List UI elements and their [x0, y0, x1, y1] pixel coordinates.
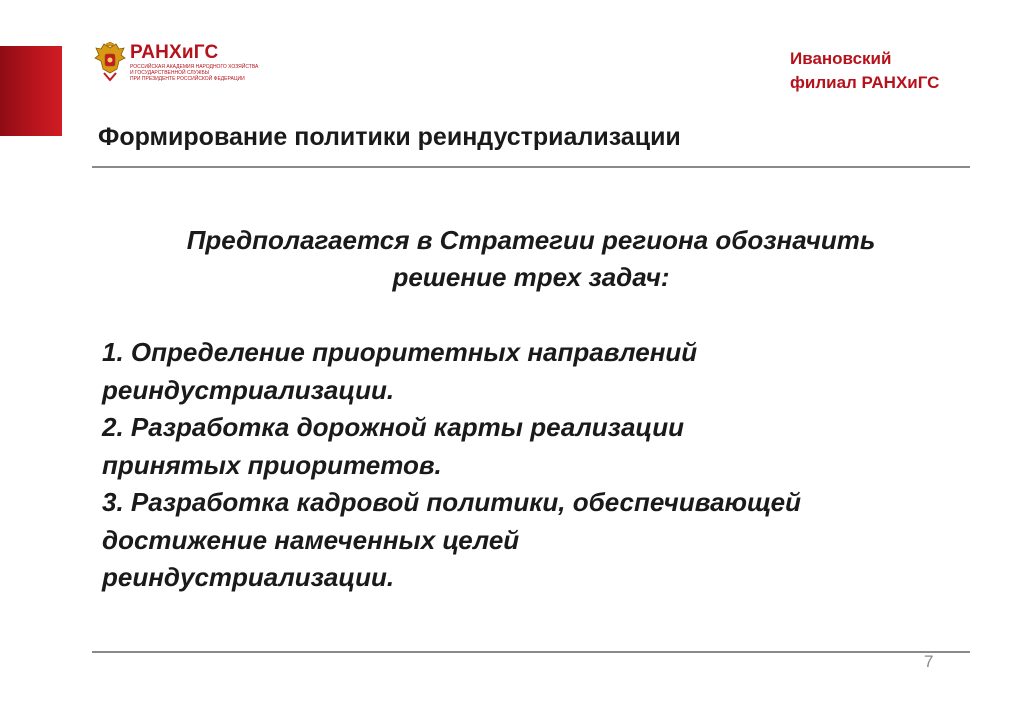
task-line: реиндустриализации.: [102, 374, 395, 405]
branch-name-line: филиал РАНХиГС: [790, 73, 940, 92]
double-headed-eagle-emblem-icon: [94, 42, 126, 82]
ranepa-logo: [94, 42, 259, 84]
intro-line: решение трех задач:: [392, 262, 670, 292]
branch-name: [790, 47, 990, 95]
task-line: 3. Разработка кадровой политики, обеспечивающей: [102, 487, 802, 517]
title-divider: [92, 166, 970, 168]
logo-subtitle: РОССИЙСКАЯ АКАДЕМИЯ НАРОДНОГО ХОЗЯЙСТВА И ГОСУДАРСТВЕННОЙ СЛУЖБЫ ПРИ ПРЕЗИДЕНТЕ РОССИЙСКОЙ ФЕДЕРАЦИИ: [130, 64, 259, 82]
task-line: достижение намеченных целей: [102, 524, 520, 555]
task-line: 2. Разработка дорожной карты реализации: [102, 412, 684, 442]
logo-wordmark: РАНХиГС: [130, 42, 219, 63]
task-line: 1. Определение приоритетных направлений: [102, 337, 698, 367]
intro-text: [100, 222, 962, 296]
task-line: реиндустриализации.: [102, 562, 395, 592]
slide-title: Формирование политики реиндустриализации: [98, 123, 681, 151]
footer-divider: [92, 651, 970, 653]
branch-name-line: Ивановский: [790, 49, 892, 68]
page-number: 7: [924, 652, 934, 671]
task-list: [102, 334, 972, 597]
task-line: принятых приоритетов.: [102, 449, 442, 480]
red-accent-bar: [0, 46, 62, 136]
intro-line: Предполагается в Стратегии региона обозначить: [186, 225, 876, 255]
